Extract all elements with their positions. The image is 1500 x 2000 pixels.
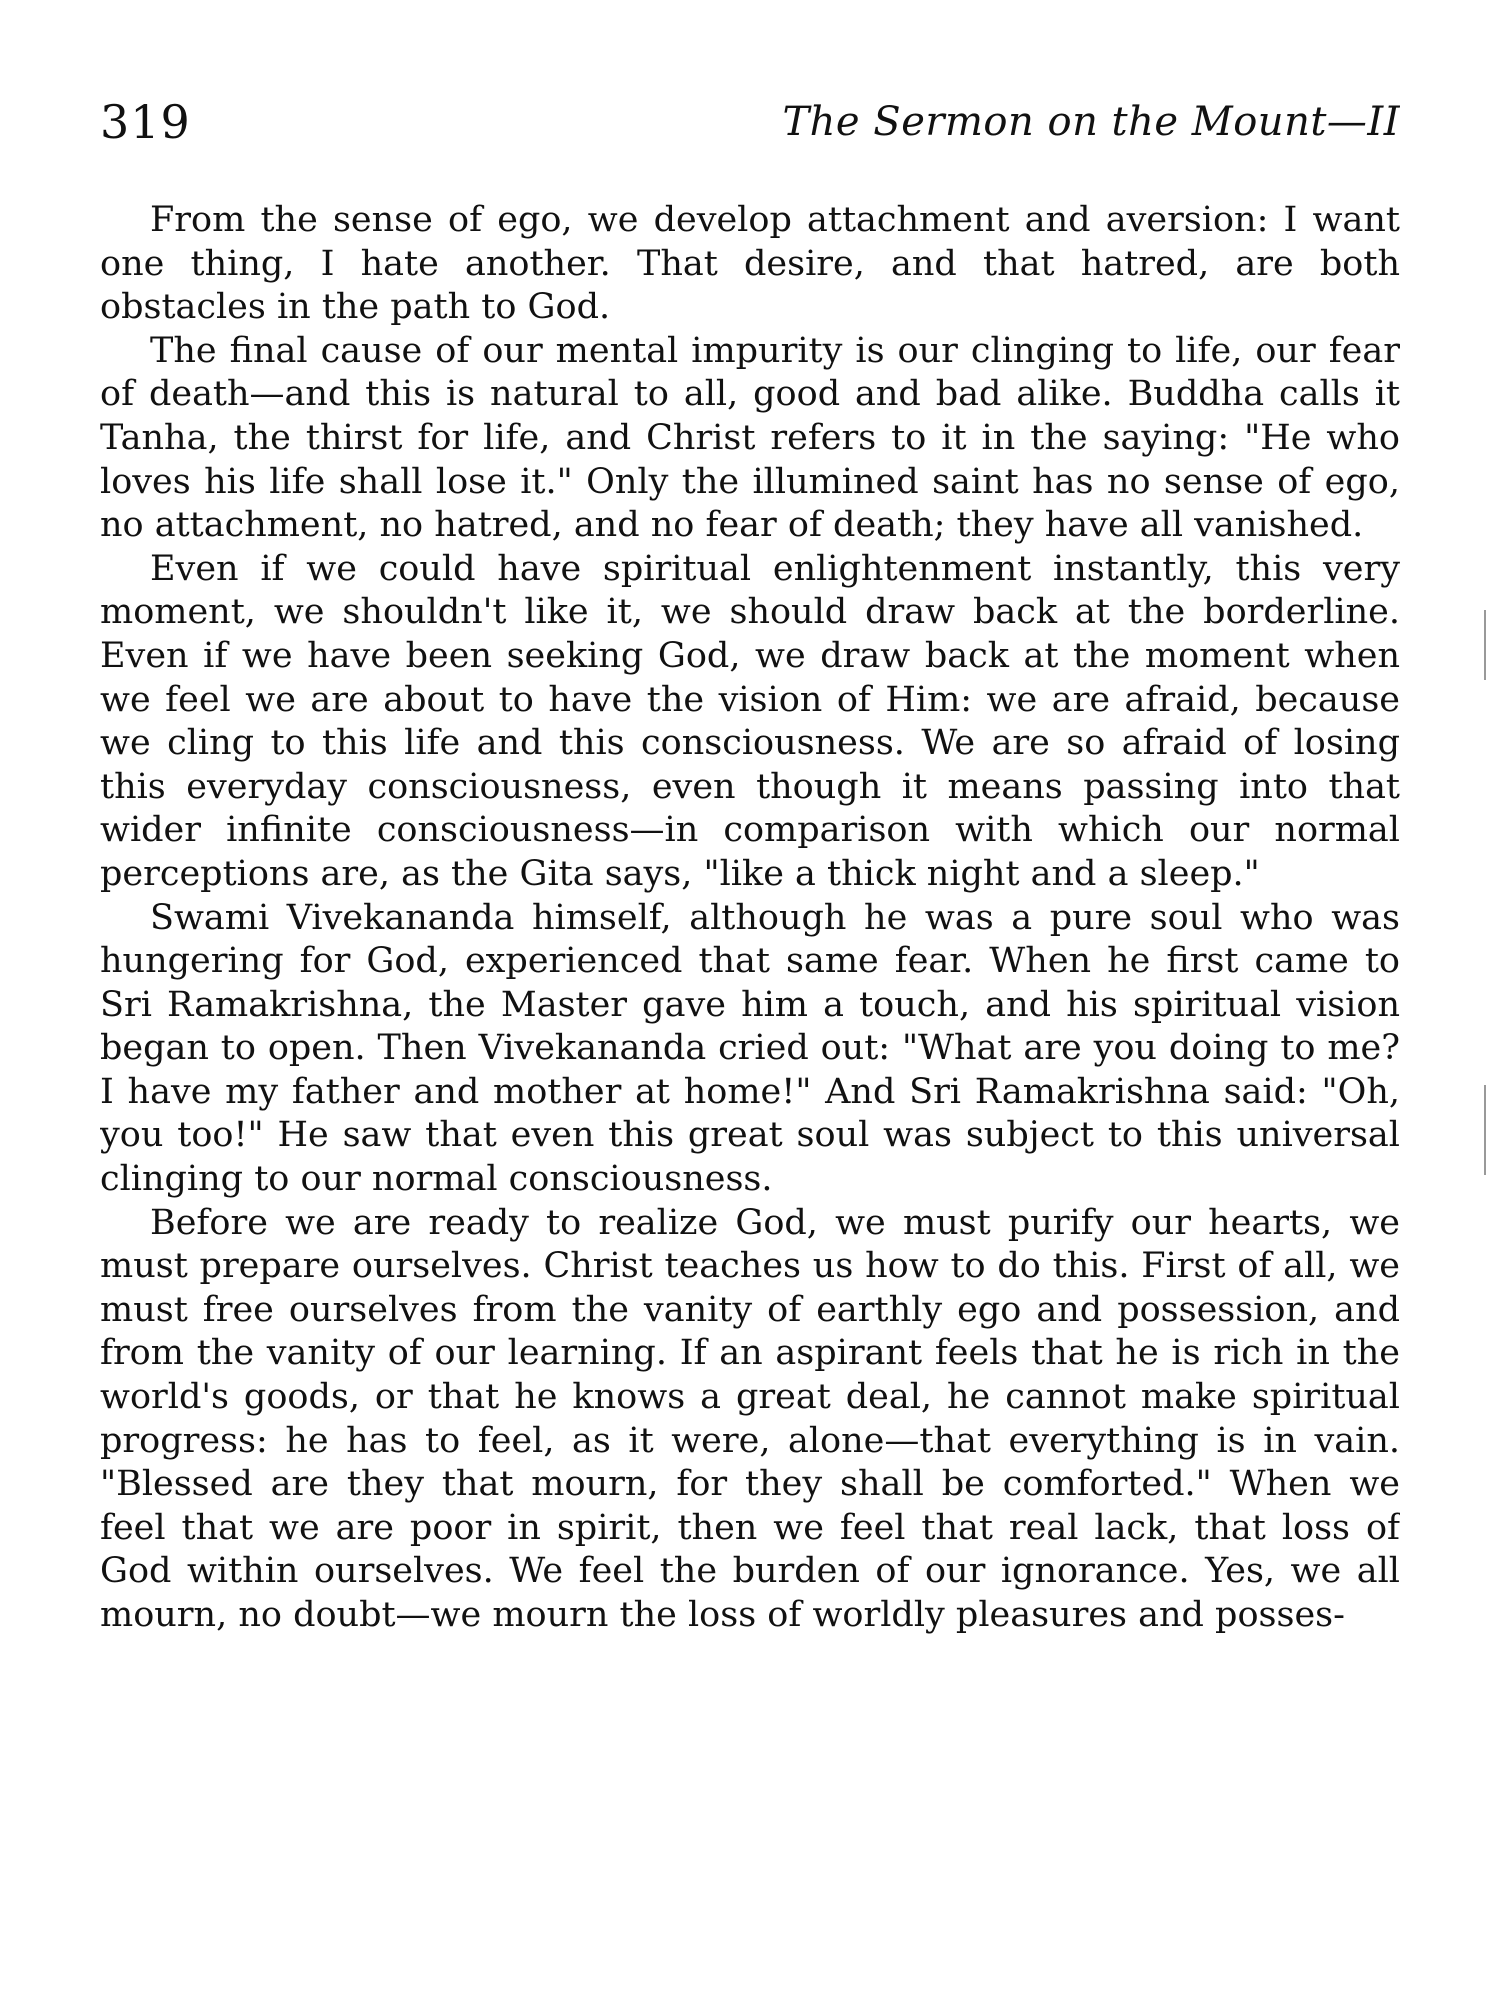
- paragraph: Even if we could have spiritual enlightenment instantly, this very moment, we shouldn't like it, we should draw back at the borderline. Even if we have been seeking God, we draw back at the moment when we feel we are about to have the vision of Him: we are afraid, because we cling to this life and this consciousness. We are so afraid of losing this everyday consciousness, even though it means passing into that wider infinite consciousness—in comparison with which our normal perceptions are, as the Gita says, "like a thick night and a sleep.": [100, 548, 1400, 894]
- running-title: The Sermon on the Mount—II: [782, 99, 1400, 145]
- paragraph: Before we are ready to realize God, we must purify our hearts, we must prepare ourselves. Christ teaches us how to do this. First of all, we must free ourselves from the vanity of earthly ego and possession, and from the vanity of our learning. If an aspirant feels that he is rich in the world's goods, or that he knows a great deal, he cannot make spiritual progress: he has to feel, as it were, alone—that everything is in vain. "Blessed are they that mourn, for they shall be comforted." When we feel that we are poor in spirit, then we feel that real lack, that loss of God within ourselves. We feel the burden of our ignorance. Yes, we all mourn, no doubt—we mourn the loss of worldly pleasures and posses-: [100, 1202, 1400, 1635]
- paragraph: From the sense of ego, we develop attachment and aversion: I want one thing, I hate another. That desire, and that hatred, are both obstacles in the path to God.: [100, 200, 1400, 328]
- running-head: [100, 95, 1400, 157]
- book-page: [100, 95, 1400, 1955]
- paragraph: Swami Vivekananda himself, although he was a pure soul who was hungering for God, experienced that same fear. When he first came to Sri Ramakrishna, the Master gave him a touch, and his spiritual vision began to open. Then Vivekananda cried out: "What are you doing to me? I have my father and mother at home!" And Sri Ramakrishna said: "Oh, you too!" He saw that even this great soul was subject to this universal clinging to our normal consciousness.: [100, 897, 1400, 1200]
- scan-edge-mark: [1484, 610, 1486, 680]
- page-number: 319: [100, 95, 191, 149]
- paragraph: The final cause of our mental impurity is our clinging to life, our fear of death—and this is natural to all, good and bad alike. Buddha calls it Tanha, the thirst for life, and Christ refers to it in the saying: "He who loves his life shall lose it." Only the illumined saint has no sense of ego, no attachment, no hatred, and no fear of death; they have all vanished.: [100, 330, 1400, 546]
- scan-edge-mark: [1484, 1085, 1486, 1175]
- body-text: [100, 199, 1400, 1638]
